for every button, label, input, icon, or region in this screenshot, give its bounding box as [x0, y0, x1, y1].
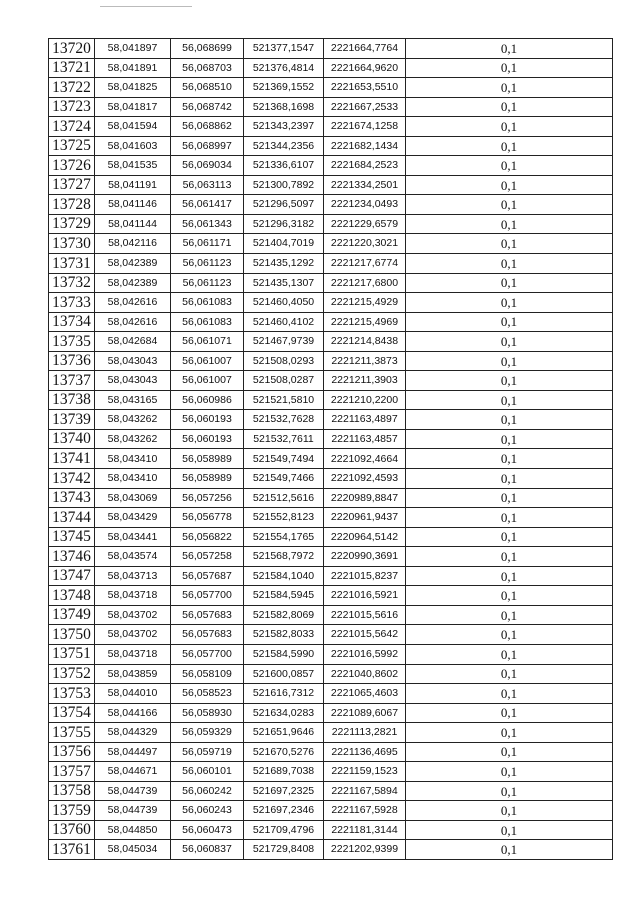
coord-y-cell: 2220964,5142 [324, 527, 406, 547]
longitude-cell: 56,057258 [171, 547, 244, 567]
table-row [49, 195, 613, 215]
longitude-cell: 56,059719 [171, 742, 244, 762]
table-row [49, 605, 613, 625]
point-number-cell: 13760 [49, 820, 95, 840]
latitude-cell: 58,043429 [95, 508, 171, 528]
table-row [49, 254, 613, 274]
table-row [49, 762, 613, 782]
coord-y-cell: 2221215,4929 [324, 293, 406, 313]
table-row [49, 684, 613, 704]
longitude-cell: 56,061071 [171, 332, 244, 352]
point-number-cell: 13734 [49, 312, 95, 332]
table-row [49, 117, 613, 137]
accuracy-cell: 0,1 [406, 97, 613, 117]
table-row [49, 39, 613, 59]
longitude-cell: 56,060243 [171, 801, 244, 821]
table-row [49, 625, 613, 645]
table-row [49, 273, 613, 293]
coord-x-cell: 521600,0857 [244, 664, 324, 684]
coord-x-cell: 521343,2397 [244, 117, 324, 137]
point-number-cell: 13754 [49, 703, 95, 723]
latitude-cell: 58,043441 [95, 527, 171, 547]
coord-x-cell: 521532,7611 [244, 429, 324, 449]
longitude-cell: 56,068997 [171, 136, 244, 156]
longitude-cell: 56,056822 [171, 527, 244, 547]
coord-x-cell: 521729,8408 [244, 840, 324, 860]
coord-y-cell: 2220961,9437 [324, 508, 406, 528]
top-rule [100, 6, 192, 7]
coord-y-cell: 2221016,5921 [324, 586, 406, 606]
coord-x-cell: 521689,7038 [244, 762, 324, 782]
longitude-cell: 56,060986 [171, 390, 244, 410]
longitude-cell: 56,060101 [171, 762, 244, 782]
coord-y-cell: 2221211,3903 [324, 371, 406, 391]
point-number-cell: 13749 [49, 605, 95, 625]
point-number-cell: 13731 [49, 254, 95, 274]
coord-y-cell: 2221113,2821 [324, 723, 406, 743]
coord-x-cell: 521582,8069 [244, 605, 324, 625]
accuracy-cell: 0,1 [406, 820, 613, 840]
latitude-cell: 58,043859 [95, 664, 171, 684]
point-number-cell: 13729 [49, 214, 95, 234]
latitude-cell: 58,043043 [95, 351, 171, 371]
coord-x-cell: 521344,2356 [244, 136, 324, 156]
longitude-cell: 56,061343 [171, 214, 244, 234]
accuracy-cell: 0,1 [406, 273, 613, 293]
latitude-cell: 58,045034 [95, 840, 171, 860]
longitude-cell: 56,061007 [171, 371, 244, 391]
table-row [49, 312, 613, 332]
point-number-cell: 13757 [49, 762, 95, 782]
table-row [49, 390, 613, 410]
point-number-cell: 13747 [49, 566, 95, 586]
longitude-cell: 56,061083 [171, 293, 244, 313]
coord-x-cell: 521435,1292 [244, 254, 324, 274]
coord-y-cell: 2221016,5992 [324, 644, 406, 664]
accuracy-cell: 0,1 [406, 429, 613, 449]
coord-y-cell: 2221089,6067 [324, 703, 406, 723]
longitude-cell: 56,068703 [171, 58, 244, 78]
table-row [49, 78, 613, 98]
longitude-cell: 56,059329 [171, 723, 244, 743]
accuracy-cell: 0,1 [406, 527, 613, 547]
coord-x-cell: 521296,3182 [244, 214, 324, 234]
coord-y-cell: 2221667,2533 [324, 97, 406, 117]
coord-y-cell: 2221217,6774 [324, 254, 406, 274]
longitude-cell: 56,058109 [171, 664, 244, 684]
point-number-cell: 13723 [49, 97, 95, 117]
accuracy-cell: 0,1 [406, 684, 613, 704]
longitude-cell: 56,058523 [171, 684, 244, 704]
accuracy-cell: 0,1 [406, 625, 613, 645]
latitude-cell: 58,044739 [95, 801, 171, 821]
coord-y-cell: 2221664,9620 [324, 58, 406, 78]
coord-x-cell: 521568,7972 [244, 547, 324, 567]
coord-x-cell: 521508,0293 [244, 351, 324, 371]
accuracy-cell: 0,1 [406, 214, 613, 234]
coord-x-cell: 521300,7892 [244, 175, 324, 195]
latitude-cell: 58,042389 [95, 273, 171, 293]
table-row [49, 214, 613, 234]
point-number-cell: 13737 [49, 371, 95, 391]
point-number-cell: 13724 [49, 117, 95, 137]
point-number-cell: 13742 [49, 469, 95, 489]
table-row [49, 723, 613, 743]
table-row [49, 469, 613, 489]
longitude-cell: 56,061123 [171, 273, 244, 293]
coord-y-cell: 2221092,4593 [324, 469, 406, 489]
longitude-cell: 56,058989 [171, 469, 244, 489]
coord-x-cell: 521616,7312 [244, 684, 324, 704]
accuracy-cell: 0,1 [406, 156, 613, 176]
point-number-cell: 13732 [49, 273, 95, 293]
point-number-cell: 13725 [49, 136, 95, 156]
point-number-cell: 13740 [49, 429, 95, 449]
point-number-cell: 13758 [49, 781, 95, 801]
point-number-cell: 13750 [49, 625, 95, 645]
coord-x-cell: 521582,8033 [244, 625, 324, 645]
accuracy-cell: 0,1 [406, 566, 613, 586]
point-number-cell: 13751 [49, 644, 95, 664]
accuracy-cell: 0,1 [406, 644, 613, 664]
coord-y-cell: 2221334,2501 [324, 175, 406, 195]
table-row [49, 586, 613, 606]
point-number-cell: 13736 [49, 351, 95, 371]
latitude-cell: 58,043069 [95, 488, 171, 508]
point-number-cell: 13753 [49, 684, 95, 704]
latitude-cell: 58,043574 [95, 547, 171, 567]
longitude-cell: 56,068510 [171, 78, 244, 98]
latitude-cell: 58,043410 [95, 469, 171, 489]
longitude-cell: 56,060473 [171, 820, 244, 840]
longitude-cell: 56,060242 [171, 781, 244, 801]
accuracy-cell: 0,1 [406, 293, 613, 313]
latitude-cell: 58,041897 [95, 39, 171, 59]
accuracy-cell: 0,1 [406, 136, 613, 156]
table-row [49, 97, 613, 117]
point-number-cell: 13759 [49, 801, 95, 821]
latitude-cell: 58,044739 [95, 781, 171, 801]
table-row [49, 801, 613, 821]
latitude-cell: 58,043165 [95, 390, 171, 410]
longitude-cell: 56,063113 [171, 175, 244, 195]
longitude-cell: 56,057700 [171, 586, 244, 606]
latitude-cell: 58,043702 [95, 605, 171, 625]
latitude-cell: 58,043410 [95, 449, 171, 469]
coord-y-cell: 2221229,6579 [324, 214, 406, 234]
coord-y-cell: 2221015,5616 [324, 605, 406, 625]
table-row [49, 547, 613, 567]
coord-y-cell: 2221015,5642 [324, 625, 406, 645]
table-row [49, 410, 613, 430]
latitude-cell: 58,043702 [95, 625, 171, 645]
point-number-cell: 13722 [49, 78, 95, 98]
longitude-cell: 56,057256 [171, 488, 244, 508]
accuracy-cell: 0,1 [406, 723, 613, 743]
accuracy-cell: 0,1 [406, 781, 613, 801]
longitude-cell: 56,061083 [171, 312, 244, 332]
table-row [49, 781, 613, 801]
coord-x-cell: 521634,0283 [244, 703, 324, 723]
longitude-cell: 56,061007 [171, 351, 244, 371]
latitude-cell: 58,044850 [95, 820, 171, 840]
coord-y-cell: 2221015,8237 [324, 566, 406, 586]
latitude-cell: 58,043718 [95, 586, 171, 606]
point-number-cell: 13741 [49, 449, 95, 469]
accuracy-cell: 0,1 [406, 390, 613, 410]
latitude-cell: 58,044166 [95, 703, 171, 723]
table-row [49, 820, 613, 840]
coord-y-cell: 2221217,6800 [324, 273, 406, 293]
point-number-cell: 13733 [49, 293, 95, 313]
coord-x-cell: 521377,1547 [244, 39, 324, 59]
longitude-cell: 56,068742 [171, 97, 244, 117]
coord-y-cell: 2221167,5928 [324, 801, 406, 821]
coord-x-cell: 521670,5276 [244, 742, 324, 762]
coord-y-cell: 2221210,2200 [324, 390, 406, 410]
longitude-cell: 56,058930 [171, 703, 244, 723]
point-number-cell: 13726 [49, 156, 95, 176]
table-row [49, 332, 613, 352]
accuracy-cell: 0,1 [406, 39, 613, 59]
latitude-cell: 58,041144 [95, 214, 171, 234]
point-number-cell: 13727 [49, 175, 95, 195]
point-number-cell: 13738 [49, 390, 95, 410]
point-number-cell: 13748 [49, 586, 95, 606]
coord-y-cell: 2221159,1523 [324, 762, 406, 782]
longitude-cell: 56,057700 [171, 644, 244, 664]
coord-y-cell: 2221136,4695 [324, 742, 406, 762]
longitude-cell: 56,058989 [171, 449, 244, 469]
point-number-cell: 13728 [49, 195, 95, 215]
accuracy-cell: 0,1 [406, 488, 613, 508]
longitude-cell: 56,057687 [171, 566, 244, 586]
coord-x-cell: 521467,9739 [244, 332, 324, 352]
accuracy-cell: 0,1 [406, 762, 613, 782]
table-row [49, 371, 613, 391]
coord-y-cell: 2221664,7764 [324, 39, 406, 59]
coord-y-cell: 2221092,4664 [324, 449, 406, 469]
coord-y-cell: 2221065,4603 [324, 684, 406, 704]
coord-y-cell: 2221202,9399 [324, 840, 406, 860]
table-row [49, 566, 613, 586]
coord-x-cell: 521584,5945 [244, 586, 324, 606]
point-number-cell: 13746 [49, 547, 95, 567]
point-number-cell: 13721 [49, 58, 95, 78]
coord-x-cell: 521404,7019 [244, 234, 324, 254]
latitude-cell: 58,041146 [95, 195, 171, 215]
coord-y-cell: 2221684,2523 [324, 156, 406, 176]
accuracy-cell: 0,1 [406, 586, 613, 606]
point-number-cell: 13743 [49, 488, 95, 508]
accuracy-cell: 0,1 [406, 508, 613, 528]
point-number-cell: 13730 [49, 234, 95, 254]
table-row [49, 703, 613, 723]
latitude-cell: 58,043262 [95, 410, 171, 430]
latitude-cell: 58,043262 [95, 429, 171, 449]
latitude-cell: 58,042616 [95, 293, 171, 313]
longitude-cell: 56,057683 [171, 605, 244, 625]
accuracy-cell: 0,1 [406, 449, 613, 469]
accuracy-cell: 0,1 [406, 801, 613, 821]
table-row [49, 175, 613, 195]
coord-x-cell: 521697,2346 [244, 801, 324, 821]
longitude-cell: 56,069034 [171, 156, 244, 176]
coord-y-cell: 2221040,8602 [324, 664, 406, 684]
longitude-cell: 56,060193 [171, 410, 244, 430]
coord-y-cell: 2221167,5894 [324, 781, 406, 801]
accuracy-cell: 0,1 [406, 332, 613, 352]
accuracy-cell: 0,1 [406, 742, 613, 762]
accuracy-cell: 0,1 [406, 58, 613, 78]
table-row [49, 527, 613, 547]
accuracy-cell: 0,1 [406, 254, 613, 274]
coordinates-table [48, 38, 613, 860]
coord-y-cell: 2221181,3144 [324, 820, 406, 840]
latitude-cell: 58,041603 [95, 136, 171, 156]
latitude-cell: 58,043713 [95, 566, 171, 586]
coord-x-cell: 521709,4796 [244, 820, 324, 840]
point-number-cell: 13755 [49, 723, 95, 743]
coord-x-cell: 521512,5616 [244, 488, 324, 508]
accuracy-cell: 0,1 [406, 117, 613, 137]
coord-y-cell: 2221215,4969 [324, 312, 406, 332]
table-row [49, 429, 613, 449]
latitude-cell: 58,044329 [95, 723, 171, 743]
table-row [49, 488, 613, 508]
coord-y-cell: 2220990,3691 [324, 547, 406, 567]
longitude-cell: 56,061417 [171, 195, 244, 215]
coord-x-cell: 521549,7494 [244, 449, 324, 469]
longitude-cell: 56,068862 [171, 117, 244, 137]
latitude-cell: 58,042116 [95, 234, 171, 254]
point-number-cell: 13744 [49, 508, 95, 528]
latitude-cell: 58,042684 [95, 332, 171, 352]
table-body [49, 39, 613, 860]
table-row [49, 449, 613, 469]
table-row [49, 508, 613, 528]
latitude-cell: 58,043043 [95, 371, 171, 391]
table-row [49, 351, 613, 371]
coord-x-cell: 521435,1307 [244, 273, 324, 293]
point-number-cell: 13745 [49, 527, 95, 547]
coord-x-cell: 521521,5810 [244, 390, 324, 410]
accuracy-cell: 0,1 [406, 664, 613, 684]
coord-y-cell: 2221214,8438 [324, 332, 406, 352]
longitude-cell: 56,061171 [171, 234, 244, 254]
coord-y-cell: 2221682,1434 [324, 136, 406, 156]
latitude-cell: 58,041817 [95, 97, 171, 117]
coord-x-cell: 521651,9646 [244, 723, 324, 743]
table-row [49, 156, 613, 176]
latitude-cell: 58,044010 [95, 684, 171, 704]
coord-x-cell: 521296,5097 [244, 195, 324, 215]
accuracy-cell: 0,1 [406, 234, 613, 254]
table-row [49, 58, 613, 78]
table-row [49, 234, 613, 254]
accuracy-cell: 0,1 [406, 312, 613, 332]
coord-y-cell: 2220989,8847 [324, 488, 406, 508]
coord-y-cell: 2221211,3873 [324, 351, 406, 371]
coord-x-cell: 521336,6107 [244, 156, 324, 176]
coord-y-cell: 2221220,3021 [324, 234, 406, 254]
table-row [49, 644, 613, 664]
point-number-cell: 13756 [49, 742, 95, 762]
accuracy-cell: 0,1 [406, 175, 613, 195]
table-row [49, 742, 613, 762]
point-number-cell: 13752 [49, 664, 95, 684]
coord-x-cell: 521584,1040 [244, 566, 324, 586]
coord-x-cell: 521508,0287 [244, 371, 324, 391]
table-row [49, 840, 613, 860]
latitude-cell: 58,041191 [95, 175, 171, 195]
accuracy-cell: 0,1 [406, 195, 613, 215]
coord-x-cell: 521584,5990 [244, 644, 324, 664]
latitude-cell: 58,041594 [95, 117, 171, 137]
accuracy-cell: 0,1 [406, 703, 613, 723]
latitude-cell: 58,041535 [95, 156, 171, 176]
coord-x-cell: 521549,7466 [244, 469, 324, 489]
latitude-cell: 58,041891 [95, 58, 171, 78]
coord-x-cell: 521552,8123 [244, 508, 324, 528]
coord-y-cell: 2221674,1258 [324, 117, 406, 137]
accuracy-cell: 0,1 [406, 547, 613, 567]
point-number-cell: 13761 [49, 840, 95, 860]
coord-x-cell: 521376,4814 [244, 58, 324, 78]
accuracy-cell: 0,1 [406, 78, 613, 98]
latitude-cell: 58,042616 [95, 312, 171, 332]
latitude-cell: 58,043718 [95, 644, 171, 664]
longitude-cell: 56,068699 [171, 39, 244, 59]
latitude-cell: 58,042389 [95, 254, 171, 274]
accuracy-cell: 0,1 [406, 351, 613, 371]
accuracy-cell: 0,1 [406, 469, 613, 489]
coord-x-cell: 521460,4102 [244, 312, 324, 332]
accuracy-cell: 0,1 [406, 605, 613, 625]
longitude-cell: 56,061123 [171, 254, 244, 274]
point-number-cell: 13735 [49, 332, 95, 352]
longitude-cell: 56,057683 [171, 625, 244, 645]
coord-x-cell: 521369,1552 [244, 78, 324, 98]
accuracy-cell: 0,1 [406, 410, 613, 430]
table-row [49, 136, 613, 156]
coord-y-cell: 2221234,0493 [324, 195, 406, 215]
coord-y-cell: 2221163,4897 [324, 410, 406, 430]
longitude-cell: 56,056778 [171, 508, 244, 528]
coord-x-cell: 521697,2325 [244, 781, 324, 801]
latitude-cell: 58,041825 [95, 78, 171, 98]
table-row [49, 293, 613, 313]
longitude-cell: 56,060193 [171, 429, 244, 449]
coord-y-cell: 2221653,5510 [324, 78, 406, 98]
coord-x-cell: 521554,1765 [244, 527, 324, 547]
table-row [49, 664, 613, 684]
point-number-cell: 13720 [49, 39, 95, 59]
coord-x-cell: 521368,1698 [244, 97, 324, 117]
accuracy-cell: 0,1 [406, 840, 613, 860]
accuracy-cell: 0,1 [406, 371, 613, 391]
latitude-cell: 58,044671 [95, 762, 171, 782]
coord-x-cell: 521532,7628 [244, 410, 324, 430]
coord-y-cell: 2221163,4857 [324, 429, 406, 449]
point-number-cell: 13739 [49, 410, 95, 430]
longitude-cell: 56,060837 [171, 840, 244, 860]
coord-x-cell: 521460,4050 [244, 293, 324, 313]
latitude-cell: 58,044497 [95, 742, 171, 762]
